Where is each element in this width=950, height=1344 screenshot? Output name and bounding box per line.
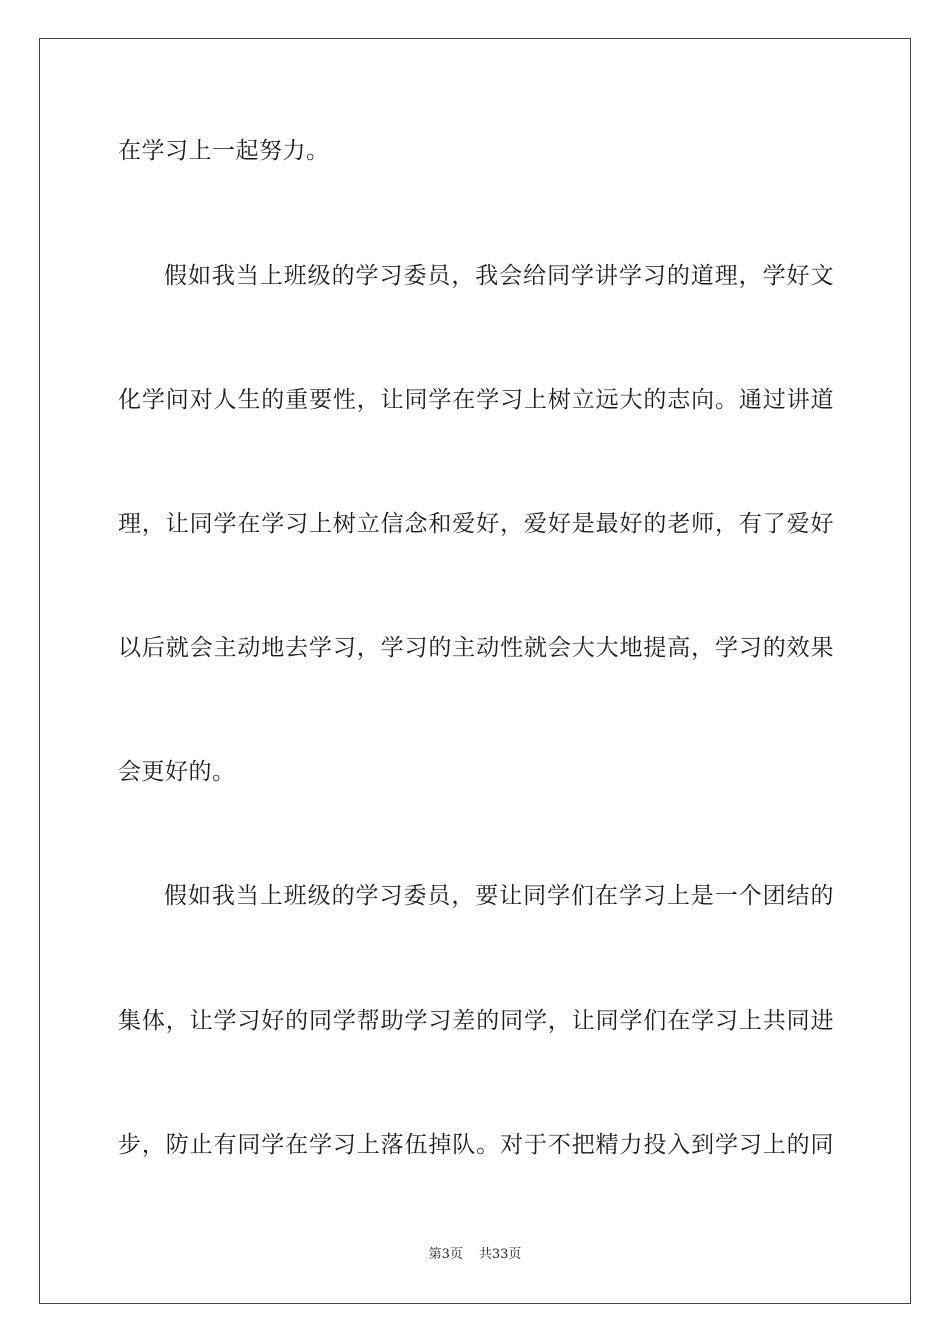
page-footer [0, 1246, 950, 1264]
text-line-1: 在学习上一起努力。 [118, 138, 330, 164]
page-border [39, 38, 911, 1304]
page-number: 第3页 [428, 1247, 463, 1262]
text-line-5: 以后就会主动地去学习，学习的主动性就会大大地提高，学习的效果 [118, 635, 834, 661]
text-line-8: 集体，让学习好的同学帮助学习差的同学，让同学们在学习上共同进 [118, 1008, 834, 1034]
text-line-7: 假如我当上班级的学习委员，要让同学们在学习上是一个团结的 [164, 883, 834, 909]
text-line-2: 假如我当上班级的学习委员，我会给同学讲学习的道理，学好文 [164, 263, 834, 289]
text-line-9: 步，防止有同学在学习上落伍掉队。对于不把精力投入到学习上的同 [118, 1132, 834, 1158]
total-pages: 共33页 [478, 1247, 522, 1262]
text-line-4: 理，让同学在学习上树立信念和爱好，爱好是最好的老师，有了爱好 [118, 511, 834, 537]
text-line-6: 会更好的。 [118, 759, 236, 785]
text-line-3: 化学问对人生的重要性，让同学在学习上树立远大的志向。通过讲道 [118, 387, 834, 413]
